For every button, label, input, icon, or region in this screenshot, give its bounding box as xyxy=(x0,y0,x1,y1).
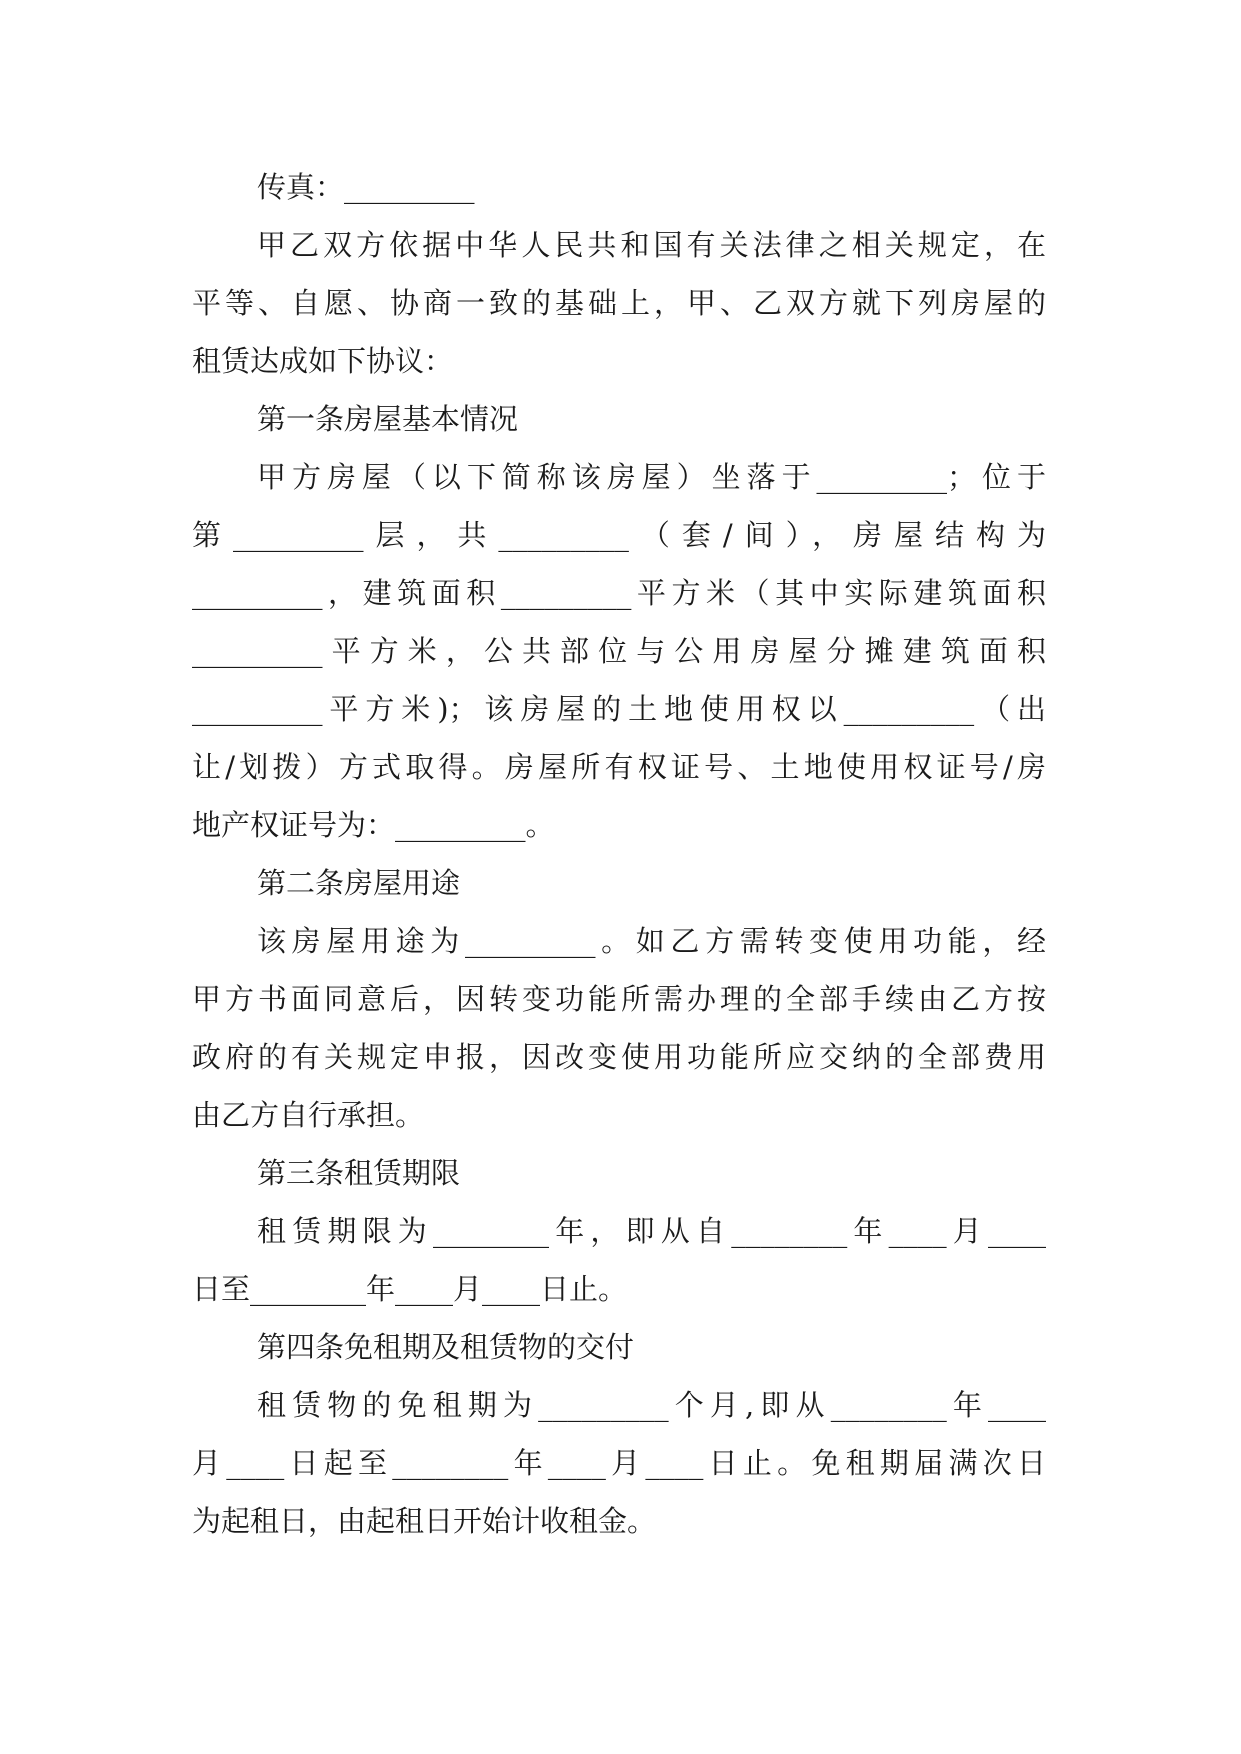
paragraph-line: 租赁达成如下协议： xyxy=(192,344,454,378)
paragraph-line: 平等、自愿、协商一致的基础上，甲、乙双方就下列房屋的 xyxy=(192,286,1046,320)
article-2-heading: 第二条房屋用途 xyxy=(257,866,461,900)
article-1-heading: 第一条房屋基本情况 xyxy=(257,402,519,436)
article-3-heading: 第三条租赁期限 xyxy=(257,1156,461,1190)
paragraph-line: 政府的有关规定申报，因改变使用功能所应交纳的全部费用 xyxy=(192,1040,1046,1074)
paragraph-line: 由乙方自行承担。 xyxy=(192,1098,425,1132)
document-body xyxy=(192,158,1046,1550)
paragraph-line: 为起租日，由起租日开始计收租金。 xyxy=(192,1504,657,1538)
paragraph-line: 第_________层，共_________（套/间），房屋结构为 xyxy=(192,518,1046,552)
paragraph-line: _________平方米，公共部位与公用房屋分摊建筑面积 xyxy=(192,634,1046,668)
paragraph-line: 甲方书面同意后，因转变功能所需办理的全部手续由乙方按 xyxy=(192,982,1046,1016)
paragraph-line: _________平方米)；该房屋的土地使用权以_________（出 xyxy=(192,692,1046,726)
paragraph-line: 租赁期限为________年，即从自________年____月____ xyxy=(257,1214,1046,1248)
fax-line: 传真：_________ xyxy=(257,170,475,204)
paragraph-line: 租赁物的免租期为_________个月,即从________年____ xyxy=(257,1388,1046,1422)
paragraph-line: 甲方房屋（以下简称该房屋）坐落于_________；位于 xyxy=(257,460,1046,494)
article-4-heading: 第四条免租期及租赁物的交付 xyxy=(257,1330,635,1364)
paragraph-line: 甲乙双方依据中华人民共和国有关法律之相关规定，在 xyxy=(257,228,1046,262)
paragraph-line: 该房屋用途为_________。如乙方需转变使用功能，经 xyxy=(257,924,1046,958)
paragraph-line: 地产权证号为：_________。 xyxy=(192,808,555,842)
paragraph-line: _________，建筑面积_________平方米（其中实际建筑面积 xyxy=(192,576,1046,610)
paragraph-line: 月____日起至________年____月____日止。免租期届满次日 xyxy=(192,1446,1046,1480)
paragraph-line: 日至________年____月____日止。 xyxy=(192,1272,628,1306)
paragraph-line: 让/划拨）方式取得。房屋所有权证号、土地使用权证号/房 xyxy=(192,750,1046,784)
